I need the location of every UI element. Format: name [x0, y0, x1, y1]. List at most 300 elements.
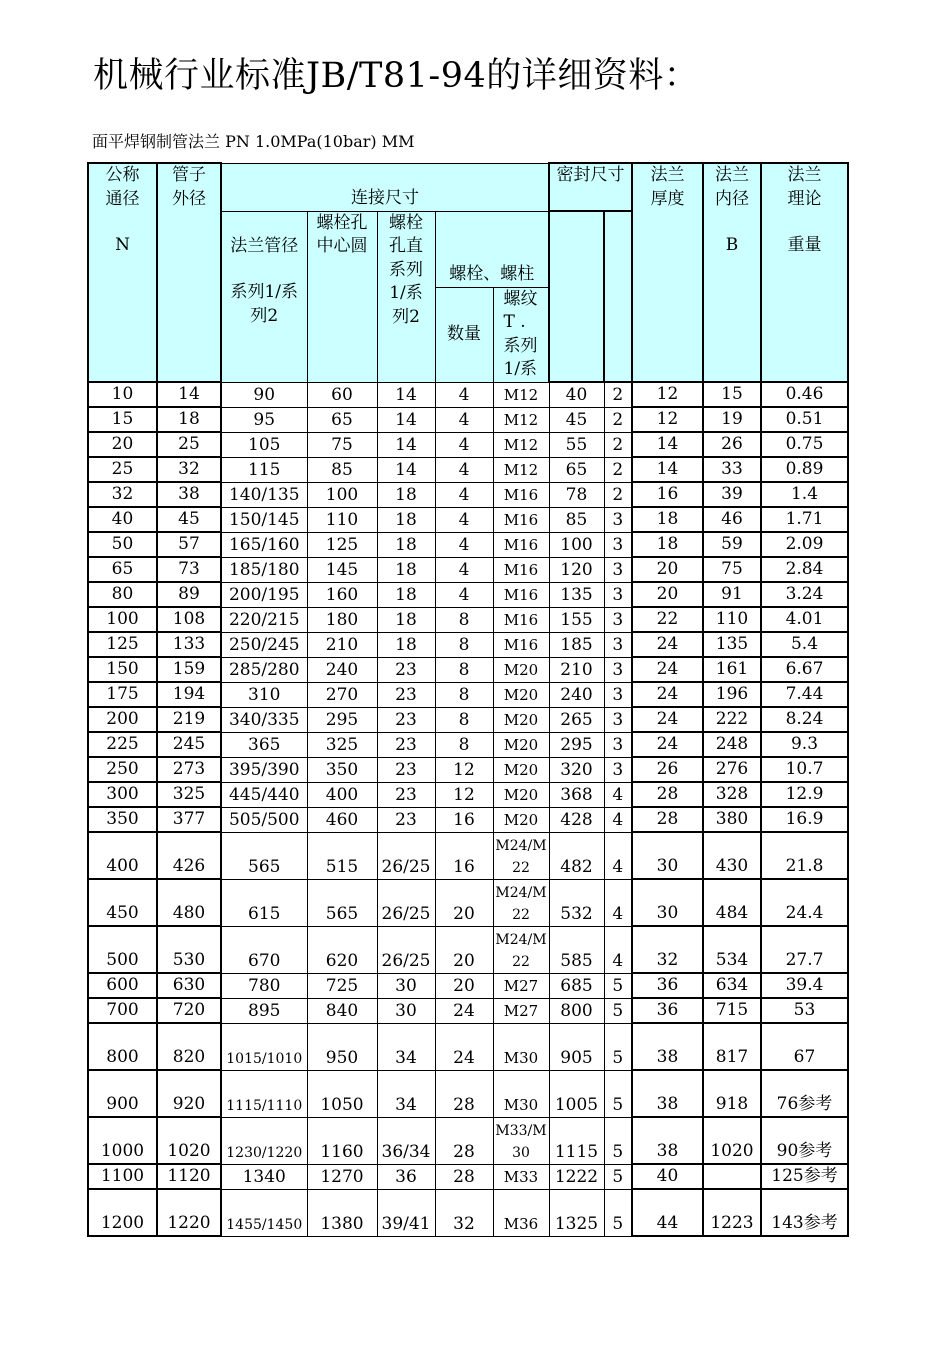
table-cell: 18	[377, 607, 435, 632]
table-cell: 3	[604, 582, 632, 607]
table-cell: 135	[703, 632, 761, 657]
table-cell: 100	[88, 607, 157, 632]
table-cell: 24.4	[761, 879, 848, 926]
table-cell: 720	[157, 998, 221, 1023]
table-cell: 14	[632, 432, 703, 457]
table-cell: 90	[221, 382, 307, 407]
table-cell: 140/135	[221, 482, 307, 507]
table-cell: 725	[307, 973, 377, 998]
table-cell: 430	[703, 832, 761, 879]
table-row	[88, 1117, 848, 1164]
table-cell: 28	[632, 782, 703, 807]
table-cell: 285/280	[221, 657, 307, 682]
table-cell: 115	[221, 457, 307, 482]
table-cell: 185	[549, 632, 604, 657]
table-cell: 4	[435, 532, 493, 557]
table-cell: 44	[632, 1189, 703, 1236]
table-cell: 270	[307, 682, 377, 707]
table-cell: 18	[632, 507, 703, 532]
table-cell: 4	[435, 482, 493, 507]
table-cell: 1160	[307, 1117, 377, 1164]
table-cell: 59	[703, 532, 761, 557]
table-cell: 20	[632, 582, 703, 607]
table-cell: 295	[549, 732, 604, 757]
table-cell: 155	[549, 607, 604, 632]
table-cell: 3	[604, 607, 632, 632]
table-cell: 1380	[307, 1189, 377, 1236]
table-cell: M12	[493, 432, 549, 457]
table-cell: M30	[493, 1070, 549, 1117]
table-row	[88, 1023, 848, 1070]
table-cell: 18	[377, 482, 435, 507]
table-cell: 65	[88, 557, 157, 582]
table-cell: 67	[761, 1023, 848, 1070]
table-cell: 50	[88, 532, 157, 557]
table-cell: 273	[157, 757, 221, 782]
table-cell: 4	[604, 807, 632, 832]
table-cell: M20	[493, 782, 549, 807]
table-cell: 2	[604, 457, 632, 482]
table-cell: 905	[549, 1023, 604, 1070]
table-cell: 600	[88, 973, 157, 998]
table-cell: 1005	[549, 1070, 604, 1117]
table-cell: 4	[435, 557, 493, 582]
table-cell: 14	[377, 457, 435, 482]
table-cell: 25	[157, 432, 221, 457]
table-cell: 450	[88, 879, 157, 926]
table-cell: 1455/1450	[221, 1189, 307, 1236]
table-cell: 250/245	[221, 632, 307, 657]
table-row	[88, 482, 848, 507]
table-cell: M20	[493, 807, 549, 832]
table-cell: 135	[549, 582, 604, 607]
table-cell: 40	[88, 507, 157, 532]
table-cell: 1120	[157, 1164, 221, 1189]
table-cell: 895	[221, 998, 307, 1023]
table-cell: 36	[632, 998, 703, 1023]
table-cell: 19	[703, 407, 761, 432]
table-cell: 484	[703, 879, 761, 926]
table-cell: 76参考	[761, 1070, 848, 1117]
table-cell: 1340	[221, 1164, 307, 1189]
header-dn	[88, 163, 157, 382]
table-cell: 220/215	[221, 607, 307, 632]
header-flange-od: 法兰管径 系列1/系列2	[221, 211, 307, 382]
table-cell: 133	[157, 632, 221, 657]
table-row	[88, 582, 848, 607]
table-cell: 75	[307, 432, 377, 457]
table-cell: 3	[604, 657, 632, 682]
table-cell: 2	[604, 382, 632, 407]
table-cell: 368	[549, 782, 604, 807]
table-cell: M30	[493, 1023, 549, 1070]
table-cell: 5.4	[761, 632, 848, 657]
table-cell: 1115/1110	[221, 1070, 307, 1117]
table-cell: 8	[435, 682, 493, 707]
table-cell: 26	[703, 432, 761, 457]
table-cell: M16	[493, 507, 549, 532]
table-cell: 40	[549, 382, 604, 407]
table-cell: 10.7	[761, 757, 848, 782]
table-cell: 30	[632, 832, 703, 879]
table-row	[88, 973, 848, 998]
header-inner-dia: 法兰内径 B	[703, 163, 761, 382]
table-cell: 85	[307, 457, 377, 482]
table-row	[88, 782, 848, 807]
table-cell: 125参考	[761, 1164, 848, 1189]
table-row	[88, 557, 848, 582]
table-cell: 14	[377, 432, 435, 457]
table-cell: 24	[632, 657, 703, 682]
table-cell: 460	[307, 807, 377, 832]
table-row	[88, 532, 848, 557]
table-cell: 10	[88, 382, 157, 407]
table-cell: 1.71	[761, 507, 848, 532]
table-cell: 515	[307, 832, 377, 879]
table-cell: 20	[632, 557, 703, 582]
table-row	[88, 632, 848, 657]
table-cell: 219	[157, 707, 221, 732]
table-cell: 615	[221, 879, 307, 926]
table-cell: M16	[493, 532, 549, 557]
table-cell: 16.9	[761, 807, 848, 832]
table-cell: 160	[307, 582, 377, 607]
table-cell: 7.44	[761, 682, 848, 707]
table-cell: 60	[307, 382, 377, 407]
table-cell: 3.24	[761, 582, 848, 607]
table-row	[88, 432, 848, 457]
table-cell: 18	[377, 507, 435, 532]
table-cell: M27	[493, 973, 549, 998]
table-cell: 505/500	[221, 807, 307, 832]
table-cell: 2.09	[761, 532, 848, 557]
table-cell: 165/160	[221, 532, 307, 557]
table-cell: 350	[307, 757, 377, 782]
table-cell: 18	[377, 557, 435, 582]
table-cell: 400	[307, 782, 377, 807]
table-cell: 534	[703, 926, 761, 973]
table-cell: 12	[435, 782, 493, 807]
table-cell: 26/25	[377, 926, 435, 973]
table-cell: 8.24	[761, 707, 848, 732]
table-cell: 5	[604, 973, 632, 998]
table-cell: 4	[435, 457, 493, 482]
table-cell: 78	[549, 482, 604, 507]
table-cell: 1050	[307, 1070, 377, 1117]
table-cell: 8	[435, 657, 493, 682]
table-cell: 14	[377, 407, 435, 432]
table-cell: 100	[307, 482, 377, 507]
table-cell: 65	[549, 457, 604, 482]
table-cell: M16	[493, 557, 549, 582]
table-cell: 1325	[549, 1189, 604, 1236]
table-row	[88, 998, 848, 1023]
table-cell: 565	[307, 879, 377, 926]
table-cell: 482	[549, 832, 604, 879]
table-cell: 840	[307, 998, 377, 1023]
table-cell: 36/34	[377, 1117, 435, 1164]
table-cell: 110	[307, 507, 377, 532]
table-cell: 4	[435, 432, 493, 457]
table-cell: 18	[377, 632, 435, 657]
table-cell: 1270	[307, 1164, 377, 1189]
table-cell: 55	[549, 432, 604, 457]
header-connection: 连接尺寸	[221, 163, 549, 211]
table-cell: 0.51	[761, 407, 848, 432]
table-cell: 125	[307, 532, 377, 557]
table-cell: 5	[604, 1070, 632, 1117]
table-cell: 400	[88, 832, 157, 879]
table-cell: M16	[493, 632, 549, 657]
table-cell: 1200	[88, 1189, 157, 1236]
table-cell: 105	[221, 432, 307, 457]
table-cell: 23	[377, 732, 435, 757]
table-cell: 23	[377, 782, 435, 807]
table-cell: 75	[703, 557, 761, 582]
table-cell: 5	[604, 1023, 632, 1070]
table-cell: 23	[377, 657, 435, 682]
table-cell: 39/41	[377, 1189, 435, 1236]
table-cell: 3	[604, 532, 632, 557]
table-cell: M20	[493, 757, 549, 782]
table-cell: 1000	[88, 1117, 157, 1164]
table-cell: M33	[493, 1164, 549, 1189]
table-cell: 16	[632, 482, 703, 507]
table-cell: M24/M22	[493, 926, 549, 973]
table-cell: 38	[632, 1117, 703, 1164]
table-cell: 21.8	[761, 832, 848, 879]
table-cell	[703, 1164, 761, 1189]
table-cell: 2	[604, 432, 632, 457]
table-cell: 110	[703, 607, 761, 632]
table-cell: 73	[157, 557, 221, 582]
table-cell: 38	[632, 1070, 703, 1117]
table-cell: 26/25	[377, 879, 435, 926]
table-cell: 395/390	[221, 757, 307, 782]
table-cell: 46	[703, 507, 761, 532]
table-cell: 1100	[88, 1164, 157, 1189]
table-cell: 18	[377, 532, 435, 557]
table-cell: M16	[493, 482, 549, 507]
table-cell: 0.89	[761, 457, 848, 482]
table-caption: 面平焊钢制管法兰 PN 1.0MPa(10bar) MM	[92, 132, 415, 151]
table-cell: 53	[761, 998, 848, 1023]
header-bolt-hole: 螺栓孔直系列1/系列2	[377, 211, 435, 382]
table-cell: 36	[632, 973, 703, 998]
document-title: 机械行业标准JB/T81-94的详细资料：	[93, 56, 700, 96]
table-cell: 89	[157, 582, 221, 607]
table-cell: 3	[604, 507, 632, 532]
table-cell: 16	[435, 807, 493, 832]
table-cell: M36	[493, 1189, 549, 1236]
table-cell: 39.4	[761, 973, 848, 998]
header-bolt-qty: 数量	[435, 287, 493, 382]
table-row	[88, 832, 848, 879]
table-cell: 1230/1220	[221, 1117, 307, 1164]
table-cell: 150	[88, 657, 157, 682]
table-row	[88, 657, 848, 682]
table-cell: 4	[435, 407, 493, 432]
table-cell: 20	[435, 926, 493, 973]
table-cell: 1115	[549, 1117, 604, 1164]
table-cell: 3	[604, 557, 632, 582]
table-cell: 38	[632, 1023, 703, 1070]
table-cell: 210	[549, 657, 604, 682]
table-cell: 28	[435, 1164, 493, 1189]
table-cell: 920	[157, 1070, 221, 1117]
table-cell: M20	[493, 682, 549, 707]
table-cell: 428	[549, 807, 604, 832]
table-cell: 1220	[157, 1189, 221, 1236]
table-cell: 8	[435, 632, 493, 657]
table-cell: 3	[604, 757, 632, 782]
table-cell: 6.67	[761, 657, 848, 682]
table-cell: 36	[377, 1164, 435, 1189]
table-cell: 8	[435, 607, 493, 632]
table-cell: 196	[703, 682, 761, 707]
table-row	[88, 1164, 848, 1189]
table-cell: 365	[221, 732, 307, 757]
table-cell: 800	[549, 998, 604, 1023]
table-cell: 175	[88, 682, 157, 707]
table-cell: 900	[88, 1070, 157, 1117]
table-cell: 445/440	[221, 782, 307, 807]
table-row	[88, 457, 848, 482]
table-cell: 161	[703, 657, 761, 682]
table-cell: 265	[549, 707, 604, 732]
table-cell: 24	[632, 732, 703, 757]
table-cell: 620	[307, 926, 377, 973]
flange-spec-table	[87, 162, 849, 1237]
table-cell: 700	[88, 998, 157, 1023]
table-cell: 634	[703, 973, 761, 998]
header-pipe-od: 管子外径	[157, 163, 221, 382]
table-cell: 210	[307, 632, 377, 657]
table-cell: 85	[549, 507, 604, 532]
header-seal-b	[604, 211, 632, 382]
table-cell: 328	[703, 782, 761, 807]
table-cell: 817	[703, 1023, 761, 1070]
table-cell: 14	[157, 382, 221, 407]
table-cell: 15	[703, 382, 761, 407]
table-cell: 4	[435, 382, 493, 407]
table-cell: M24/M22	[493, 879, 549, 926]
table-row	[88, 879, 848, 926]
table-cell: 150/145	[221, 507, 307, 532]
table-cell: 715	[703, 998, 761, 1023]
table-cell: 4	[604, 832, 632, 879]
table-cell: 20	[88, 432, 157, 457]
table-cell: 38	[157, 482, 221, 507]
table-cell: 12	[632, 407, 703, 432]
table-cell: 585	[549, 926, 604, 973]
table-cell: 159	[157, 657, 221, 682]
table-cell: 685	[549, 973, 604, 998]
table-cell: 25	[88, 457, 157, 482]
table-cell: 23	[377, 757, 435, 782]
table-cell: 90参考	[761, 1117, 848, 1164]
table-cell: 28	[632, 807, 703, 832]
table-cell: M24/M22	[493, 832, 549, 879]
table-cell: 1020	[703, 1117, 761, 1164]
table-cell: 4	[604, 879, 632, 926]
table-cell: 310	[221, 682, 307, 707]
table-row	[88, 732, 848, 757]
table-cell: 918	[703, 1070, 761, 1117]
table-cell: 27.7	[761, 926, 848, 973]
table-cell: 4	[604, 926, 632, 973]
table-cell: M20	[493, 657, 549, 682]
table-cell: 95	[221, 407, 307, 432]
table-cell: 12.9	[761, 782, 848, 807]
table-cell: 2	[604, 482, 632, 507]
table-cell: 24	[632, 632, 703, 657]
table-cell: 30	[377, 973, 435, 998]
table-cell: 4	[604, 782, 632, 807]
table-cell: 325	[307, 732, 377, 757]
table-cell: 32	[435, 1189, 493, 1236]
table-cell: 22	[632, 607, 703, 632]
table-cell: 240	[549, 682, 604, 707]
table-cell: 225	[88, 732, 157, 757]
table-cell: 240	[307, 657, 377, 682]
table-cell: 250	[88, 757, 157, 782]
header-dn-label: 公称通径	[105, 165, 140, 209]
header-dn-unit: N	[115, 235, 130, 255]
table-cell: 2	[604, 407, 632, 432]
table-cell: 780	[221, 973, 307, 998]
table-cell: 200	[88, 707, 157, 732]
table-cell: 39	[703, 482, 761, 507]
table-cell: 28	[435, 1070, 493, 1117]
table-cell: 24	[632, 707, 703, 732]
table-cell: 3	[604, 682, 632, 707]
table-cell: M20	[493, 707, 549, 732]
table-cell: 4.01	[761, 607, 848, 632]
table-cell: 145	[307, 557, 377, 582]
table-cell: 0.46	[761, 382, 848, 407]
table-cell: M16	[493, 582, 549, 607]
table-row	[88, 757, 848, 782]
table-cell: 194	[157, 682, 221, 707]
table-cell: 100	[549, 532, 604, 557]
table-cell: 5	[604, 1189, 632, 1236]
table-cell: 18	[632, 532, 703, 557]
table-cell: 350	[88, 807, 157, 832]
table-cell: 24	[435, 998, 493, 1023]
table-cell: 4	[435, 582, 493, 607]
table-cell: 480	[157, 879, 221, 926]
table-cell: 180	[307, 607, 377, 632]
header-thread: 螺纹T . 系列1/系	[493, 287, 549, 382]
table-cell: 320	[549, 757, 604, 782]
table-cell: 1.4	[761, 482, 848, 507]
table-cell: 80	[88, 582, 157, 607]
header-bolt-circle: 螺栓孔中心圆	[307, 211, 377, 382]
table-cell: 340/335	[221, 707, 307, 732]
table-cell: 30	[632, 879, 703, 926]
table-cell: 24	[435, 1023, 493, 1070]
table-cell: 18	[157, 407, 221, 432]
table-cell: 295	[307, 707, 377, 732]
table-cell: 0.75	[761, 432, 848, 457]
table-cell: 16	[435, 832, 493, 879]
table-cell: 200/195	[221, 582, 307, 607]
table-cell: 32	[88, 482, 157, 507]
table-cell: 125	[88, 632, 157, 657]
table-cell: 248	[703, 732, 761, 757]
table-cell: 18	[377, 582, 435, 607]
